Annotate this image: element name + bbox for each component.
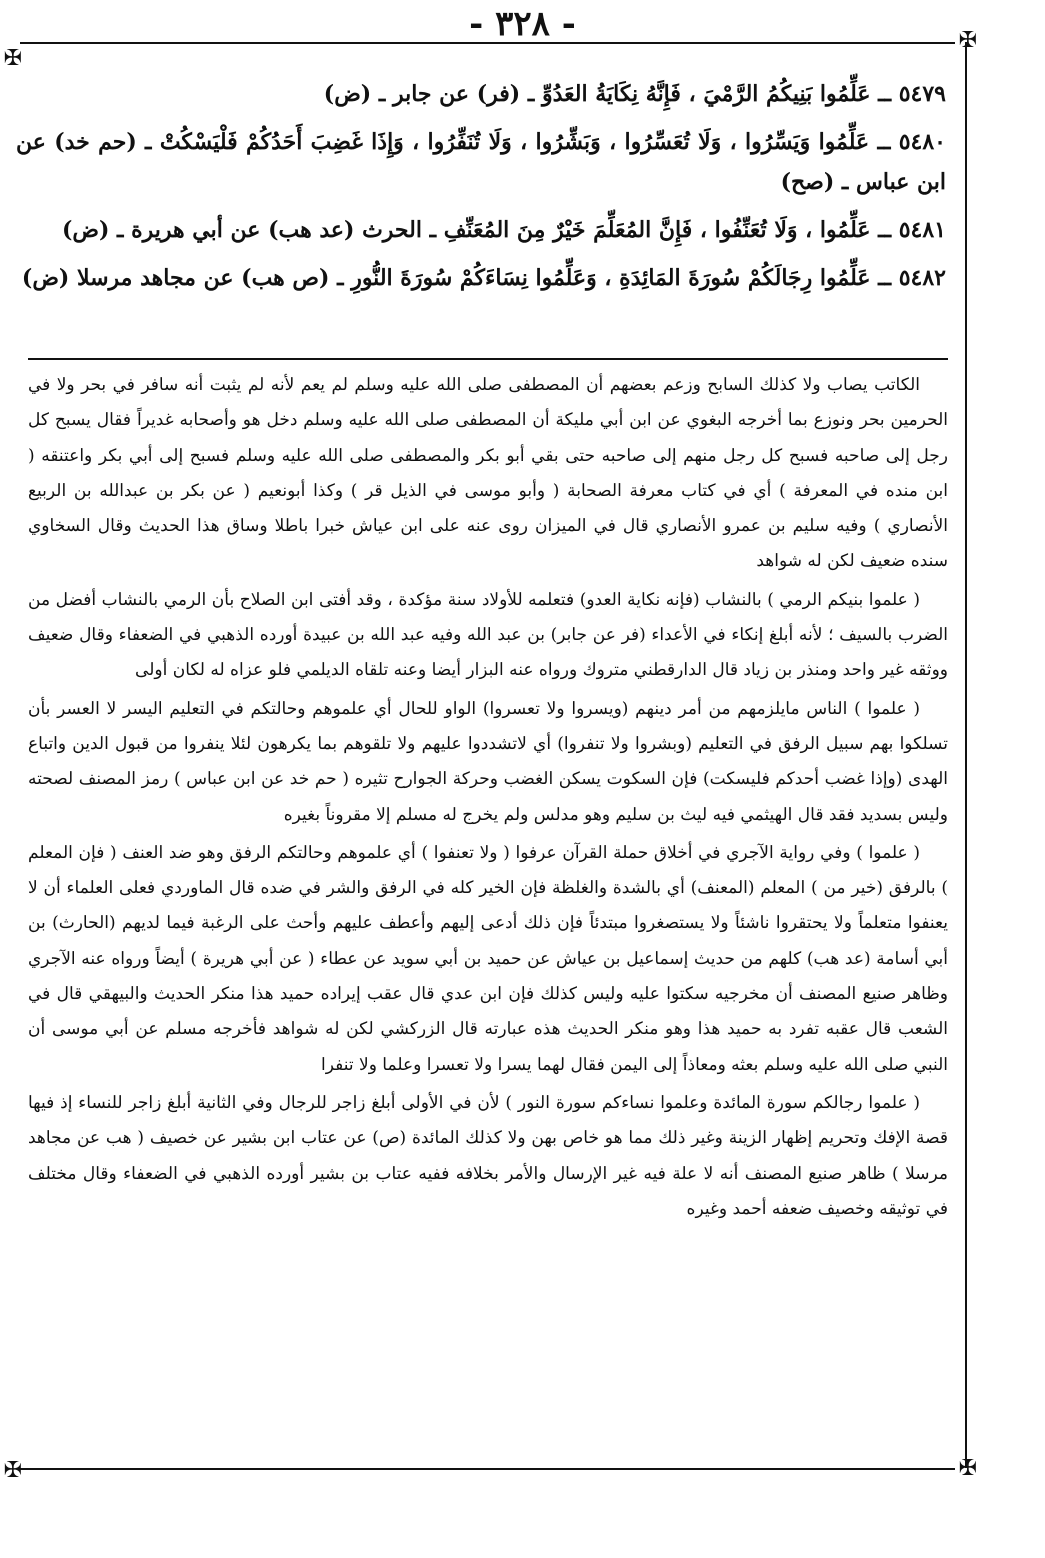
- hadith-5482: ٥٤٨٢ ــ عَلِّمُوا رِجَالَكُمْ سُورَةَ المَائِدَةِ ، وَعَلِّمُوا نِسَاءَكُمْ سُورَةَ النُّورِ ـ (ص هب) عن مجاهد مرسلا (ض): [21, 265, 946, 291]
- commentary-paragraph: الكاتب يصاب ولا كذلك السابح وزعم بعضهم أن المصطفى صلى الله عليه وسلم لم يعم لأنه لم يثبت أنه سافر في بحر ولا في الحرمين بحر ونوزع بما أخرجه البغوي عن ابن أبي مليكة أن المصطفى صلى الله عليه وسلم دخل هو وأصحابه غديراً فقال يسبح كل رجل إلى صاحبه فسبح كل رجل منهم إلى صاحبه حتى بقي أبو بكر والمصطفى صلى الله عليه وسلم فسبح إلى أبي بكر واعتنقه ( ابن منده في المعرفة ) أي في كتاب معرفة الصحابة ( وأبو موسى في الذيل قر ) وكذا أبونعيم ( عن بكر بن عبدالله بن الربيع الأنصاري ) وفيه سليم بن عمرو الأنصاري قال في الميزان روى عنه على ابن عياش خبرا باطلا وساق هذا الحديث وقال السخاوي سنده ضعيف لكن له شواهد: [28, 375, 949, 572]
- section-divider: [28, 358, 948, 360]
- corner-ornament-icon: ✠: [3, 1458, 23, 1483]
- hadith-5481: ٥٤٨١ ــ عَلِّمُوا ، وَلَا تُعَنِّفُوا ، فَإِنَّ المُعَلِّمَ خَيْرٌ مِنَ المُعَنِّفِ ـ الحرث (عد هب) عن أبي هريرة ـ (ض): [61, 217, 946, 243]
- corner-ornament-icon: ✠: [958, 1456, 978, 1481]
- commentary-paragraph: ( علموا ) وفي رواية الآجري في أخلاق حملة القرآن عرفوا ( ولا تعنفوا ) أي علموهم وحالتكم الرفق وهو ضد العنف ( فإن المعلم ) بالرفق (خير من ) المعلم (المعنف) أي بالشدة والغلظة فإن الخير كله في الرفق والشر في ضده قال الماوردي فعلى العلماء أن لا يعنفوا متعلماً ولا يحتقروا ناشئاً ولا يستصغروا مبتدئاً فإن ذلك أدعى إليهم وأعطف عليهم وأحث على الرغبة فيما لديهم (الحارث) بن أبي أسامة (عد هب) كلهم من حديث إسماعيل بن عياش عن حميد بن أبي سويد عن عطاء ( عن أبي هريرة ) أيضاً ورواه عنه الآجري وظاهر صنيع المصنف أن مخرجيه سكتوا عليه وليس كذلك فإن ابن عدي قال عقب إيراده حميد هذا منكر الحديث والبيهقي قال في الشعب قال عقبه تفرد به حميد هذا وهو منكر الحديث هذه عبارته قال الزركشي لكن له شواهد فأخرجه مسلم عن أبي موسى أن النبي صلى الله عليه وسلم بعثه ومعاذاً إلى اليمن فقال لهما يسرا ولا تعسرا وعلما ولا تنفرا: [28, 842, 948, 1075]
- hadith-5479: ٥٤٧٩ ــ عَلِّمُوا بَنِيكُمُ الرَّمْيَ ، فَإِنَّهُ نِكَايَةُ العَدُوِّ ـ (فر) عن جابر ـ (ض): [323, 81, 946, 107]
- page-number: - ٣٢٨ -: [469, 4, 576, 44]
- frame-right-rule: [965, 42, 967, 1468]
- commentary-section: [28, 368, 948, 1230]
- hadith-list: [16, 74, 946, 306]
- commentary-paragraph: ( علموا رجالكم سورة المائدة وعلموا نساءكم سورة النور ) لأن في الأولى أبلغ زاجر للرجال وفي الثانية أبلغ زاجر للنساء إذ فيها قصة الإفك وتحريم إظهار الزينة وغير ذلك مما هو خاص بهن ولا كذلك المائدة (ص) عن عتاب ابن بشير عن خصيف ( هب عن مجاهد مرسلا ) ظاهر صنيع المصنف أنه لا علة فيه غير الإرسال والأمر بخلافه ففيه عتاب بن بشير أورده الذهبي في الضعفاء وقال مختلف في توثيقه وخصيف ضعفه أحمد وغيره: [28, 1092, 948, 1219]
- frame-bottom-rule: [20, 1468, 955, 1470]
- hadith-5480: ٥٤٨٠ ــ عَلِّمُوا وَيَسِّرُوا ، وَلَا تُعَسِّرُوا ، وَبَشِّرُوا ، وَلَا تُنَفِّرُوا ، وَإِذَا غَضِبَ أَحَدُكُمْ فَلْيَسْكُتْ ـ (حم خد) عن ابن عباس ـ (صح): [16, 129, 946, 195]
- corner-ornament-icon: ✠: [3, 46, 23, 71]
- commentary-paragraph: ( علموا ) الناس مايلزمهم من أمر دينهم (ويسروا ولا تعسروا) الواو للحال أي علموهم وحالتكم في التعليم اليسر لا العسر بأن تسلكوا بهم سبيل الرفق في التعليم (وبشروا ولا تنفروا) أي لاتشددوا عليهم ولا تلقوهم بما يكرهون لئلا ينفروا من قبول الدين واتباع الهدى (وإذا غضب أحدكم فليسكت) فإن السكوت يسكن الغضب وحركة الجوارح تثيره ( حم خد عن ابن عباس ) رمز المصنف لصحته وليس بسديد فقد قال الهيثمي فيه ليث بن سليم وهو مدلس ولم يخرج له مسلم إلا مقروناً بغيره: [28, 698, 948, 825]
- commentary-paragraph: ( علموا بنيكم الرمي ) بالنشاب (فإنه نكاية العدو) فتعلمه للأولاد سنة مؤكدة ، وقد أفتى ابن الصلاح بأن الرمي بالنشاب أفضل من الضرب بالسيف ؛ لأنه أبلغ إنكاء في الأعداء (فر عن جابر) بن عبد الله وفيه عبد الله بن عبيدة أورده الذهبي في الضعفاء وقال ضعيف ووثقه غير واحد ومنذر بن زياد قال الدارقطني متروك ورواه عنه البزار أيضا وعنه تلقاه الديلمي فلو عزاه له لكان أولى: [28, 589, 948, 681]
- frame-top-rule: [20, 42, 955, 44]
- corner-ornament-icon: ✠: [958, 28, 978, 53]
